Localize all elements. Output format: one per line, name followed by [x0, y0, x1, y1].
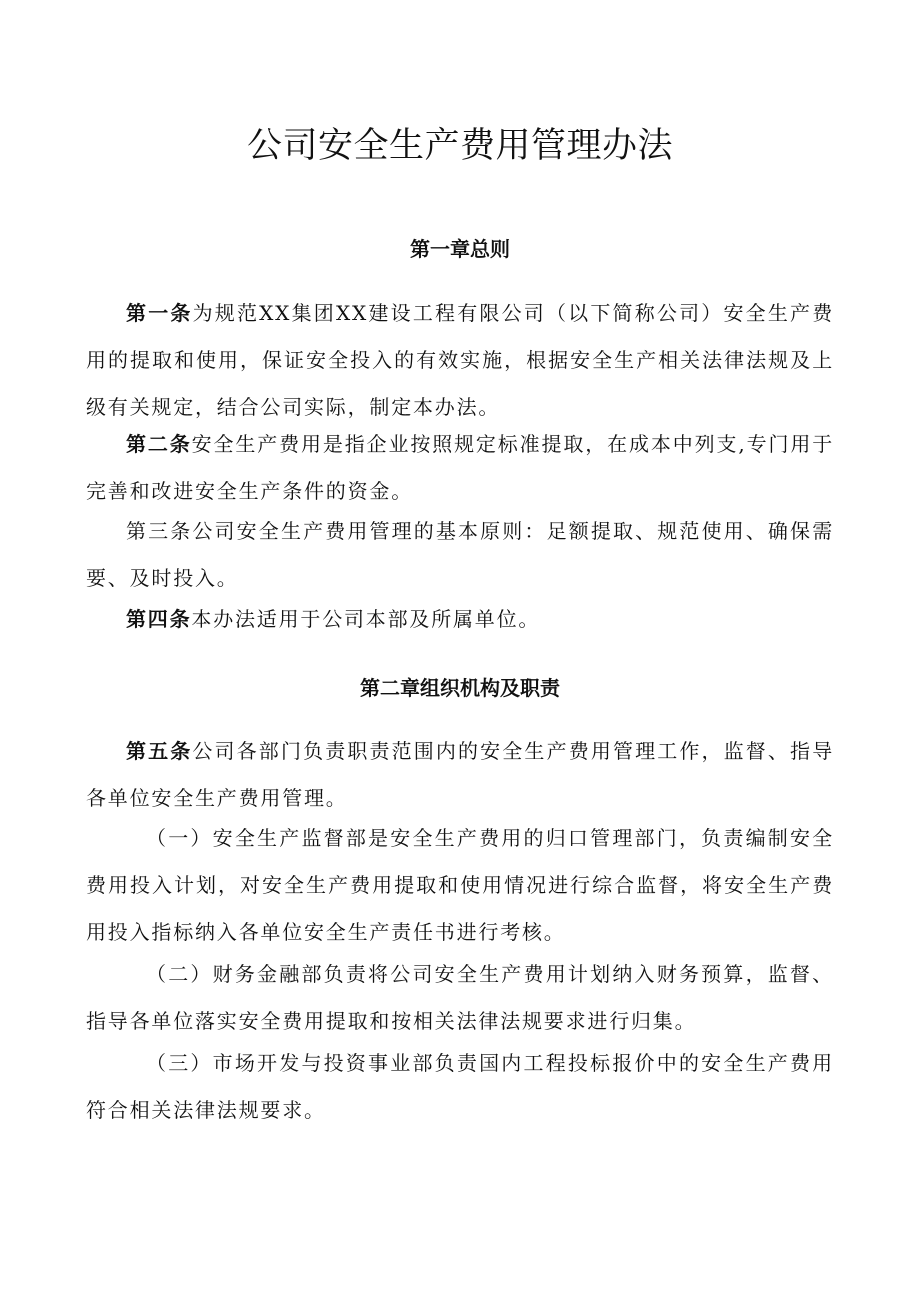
clause-text: （三）市场开发与投资事业部负责国内工程投标报价中的安全生产费用符合相关法律法规要求。	[86, 1051, 834, 1122]
article-lead: 第四条	[126, 607, 192, 631]
article-2	[86, 421, 834, 515]
clause-text: （二）财务金融部负责将公司安全生产费用计划纳入财务预算，监督、指导各单位落实安全费用提取和按相关法律法规要求进行归集。	[86, 962, 834, 1033]
clause-text: （一）安全生产监督部是安全生产费用的归口管理部门，负责编制安全费用投入计划，对安全生产费用提取和使用情况进行综合监督，将安全生产费用投入指标纳入各单位安全生产责任书进行考核。	[86, 826, 834, 944]
article-lead: 第二条	[126, 432, 192, 456]
clause-2	[86, 951, 834, 1045]
clause-1	[86, 815, 834, 956]
clause-3	[86, 1040, 834, 1134]
article-5	[86, 728, 834, 822]
article-text: 本办法适用于公司本部及所属单位。	[191, 607, 541, 631]
article-text: 为规范XX集团XX建设工程有限公司（以下简称公司）安全生产费用的提取和使用，保证安全投入的有效实施，根据安全生产相关法律法规及上级有关规定，结合公司实际，制定本办法。	[86, 301, 835, 419]
article-text: 第三条公司安全生产费用管理的基本原则：足额提取、规范使用、确保需要、及时投入。	[86, 519, 834, 590]
document-title: 公司安全生产费用管理办法	[246, 126, 673, 166]
chapter-heading: 第一章总则	[410, 237, 510, 261]
article-4	[86, 596, 834, 643]
article-text: 安全生产费用是指企业按照规定标准提取，在成本中列支,专门用于完善和改进安全生产条件的资金。	[86, 432, 835, 503]
article-3	[86, 508, 834, 602]
chapter-heading: 第二章组织机构及职责	[360, 676, 560, 700]
article-lead: 第五条	[126, 739, 193, 763]
article-1	[86, 290, 834, 431]
article-lead: 第一条	[126, 301, 193, 325]
article-text: 公司各部门负责职责范围内的安全生产费用管理工作，监督、指导各单位安全生产费用管理。	[86, 739, 834, 810]
